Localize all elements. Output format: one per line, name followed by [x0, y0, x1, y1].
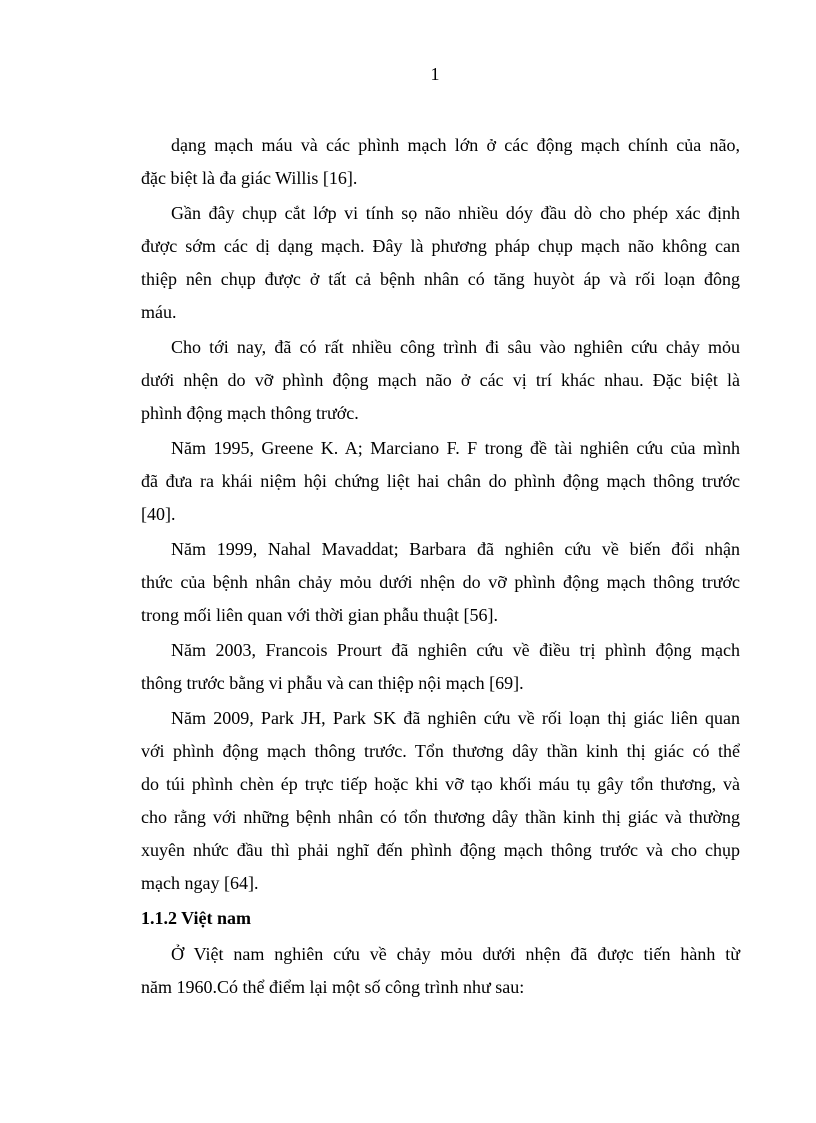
- paragraphs-after-heading: [141, 938, 740, 1004]
- text-line: Năm 1999, Nahal Mavaddat; Barbara đã nghiên cứu về biến đổi nhận: [171, 539, 740, 559]
- text-line: dưới nhện do vỡ phình động mạch não ở các vị trí khác nhau. Đặc biệt là: [141, 370, 740, 390]
- paragraph: [141, 702, 740, 900]
- text-line: Ở Việt nam nghiên cứu về chảy mỏu dưới nhện đã được tiến hành từ: [171, 944, 740, 964]
- text-line: thông trước bằng vi phẫu và can thiệp nội mạch [69].: [141, 673, 524, 693]
- paragraph: [141, 129, 740, 195]
- text-line: đã đưa ra khái niệm hội chứng liệt hai chân do phình động mạch thông trước: [141, 471, 740, 491]
- paragraphs-before-heading: [141, 129, 740, 900]
- document-body: [141, 129, 740, 1006]
- text-line: Cho tới nay, đã có rất nhiều công trình đi sâu vào nghiên cứu chảy mỏu: [171, 337, 740, 357]
- text-line: năm 1960.Có thể điểm lại một số công trình như sau:: [141, 977, 525, 997]
- text-line: do túi phình chèn ép trực tiếp hoặc khi vỡ tạo khối máu tụ gây tổn thương, và: [141, 774, 740, 794]
- text-line: trong mối liên quan với thời gian phẫu thuật [56].: [141, 605, 498, 625]
- text-line: Năm 2009, Park JH, Park SK đã nghiên cứu về rối loạn thị giác liên quan: [171, 708, 740, 728]
- text-line: mạch ngay [64].: [141, 873, 259, 893]
- paragraph: [141, 634, 740, 700]
- section-heading: 1.1.2 Việt nam: [141, 908, 251, 928]
- paragraph: [141, 533, 740, 632]
- paragraph: [141, 938, 740, 1004]
- text-line: xuyên nhức đầu thì phải nghĩ đến phình động mạch thông trước và cho chụp: [141, 840, 740, 860]
- text-line: đặc biệt là đa giác Willis [16].: [141, 168, 358, 188]
- page-number: 1: [430, 64, 440, 84]
- text-line: dạng mạch máu và các phình mạch lớn ở các động mạch chính của não,: [171, 135, 740, 155]
- text-line: thức của bệnh nhân chảy mỏu dưới nhện do vỡ phình động mạch thông trước: [141, 572, 740, 592]
- text-line: thiệp nên chụp được ở tất cả bệnh nhân có tăng huyòt áp và rối loạn đông: [141, 269, 740, 289]
- text-line: với phình động mạch thông trước. Tổn thương dây thần kinh thị giác có thể: [141, 741, 740, 761]
- text-line: Năm 1995, Greene K. A; Marciano F. F trong đề tài nghiên cứu của mình: [171, 438, 740, 458]
- text-line: [40].: [141, 504, 176, 524]
- text-line: phình động mạch thông trước.: [141, 403, 359, 423]
- paragraph: [141, 331, 740, 430]
- paragraph: [141, 432, 740, 531]
- paragraph: [141, 197, 740, 329]
- text-line: cho rằng với những bệnh nhân có tổn thương dây thần kinh thị giác và thường: [141, 807, 740, 827]
- text-line: Gần đây chụp cắt lớp vi tính sọ não nhiều dóy đầu dò cho phép xác định: [171, 203, 740, 223]
- text-line: được sớm các dị dạng mạch. Đây là phương pháp chụp mạch não không can: [141, 236, 740, 256]
- text-line: máu.: [141, 302, 177, 322]
- text-line: Năm 2003, Francois Prourt đã nghiên cứu về điều trị phình động mạch: [171, 640, 740, 660]
